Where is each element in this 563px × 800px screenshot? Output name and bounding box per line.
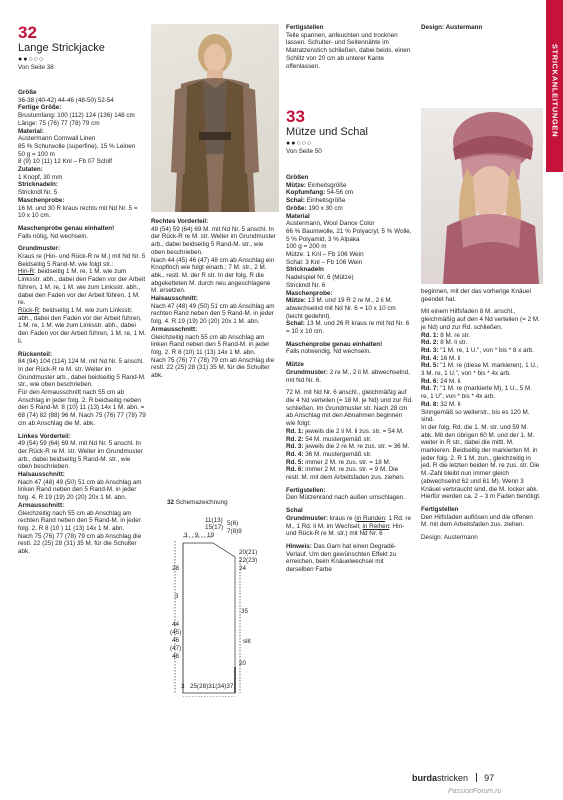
text-line: 16 M. und 30 R kraus rechts mit Nd Nr. 5 = 10 x 10 cm. <box>18 204 138 220</box>
text-line: Den Mützenrand nach außen umschlagen. <box>286 494 406 502</box>
inline-label: Rd. 6: <box>286 466 304 474</box>
inline-text: 54-56 cm <box>325 189 354 197</box>
text-line: Nach 75 (76) 77 (78) 79 cm ab Anschlag die restl. 22 (25) 28 (31) 35 M. für die Schulter abk. <box>151 356 275 380</box>
schematic-label: 15(17) <box>205 524 224 531</box>
text-line: Gleichzeitig nach 55 cm ab Anschlag am linken Rand neben den 5 Rand-M. in jeder folg. 2. R 8 (10) 11 (13) 14x 1 M. abn. <box>151 333 270 356</box>
inline-label: Rd. 3: <box>421 346 439 354</box>
text-line: Nach 75 (76) 77 (78) 79 cm ab Anschlag die restl. 22 (25) 28 (31) 35 M. für die Schulter abk. <box>18 532 142 556</box>
schematic-label: 20(21) <box>239 549 258 556</box>
inline-text: 36 M. mustergemäß str. <box>303 450 372 458</box>
page-reference: Von Seite 38 <box>18 64 54 71</box>
section-heading: Armausschnitt: <box>151 325 198 333</box>
footer-divider <box>476 773 477 782</box>
text-line: 72 M. mit Nd Nr. 6 anschl., gleichmäßig auf die 4 Nd verteilen (= 18 M. je Nd) und zur Rd. schließen. Im Grundmuster str. Nach 28 cm ab Anschlag mit den Abnahmen beginnen wie folgt: <box>286 389 413 428</box>
section-heading: Fertige Größe: <box>18 104 62 112</box>
text-line <box>286 205 413 213</box>
cardigan-model-illustration <box>151 24 279 212</box>
schematic-label: 9 <box>195 532 199 539</box>
inline-label: Rd. 7: <box>421 385 439 393</box>
section-heading: Fertigstellen: <box>286 486 326 494</box>
inline-label: Rd. 1: <box>286 427 304 435</box>
inline-text: Einheitsgröße <box>305 181 347 189</box>
schematic-label: 5(6) <box>227 520 239 527</box>
text-line: Sinngemäß so weiterstr., bis es 120 M. sind. <box>421 408 530 424</box>
text-line: Austermann, Wool Dance Color <box>286 220 375 228</box>
schematic-label: 3 <box>184 532 188 539</box>
text-line <box>286 436 413 444</box>
schematic-label: 48 <box>172 653 180 660</box>
section-heading: Maschenprobe: <box>18 196 65 204</box>
section-heading: Fertigstellen <box>421 505 459 513</box>
inline-text: kraus re ( <box>327 514 357 522</box>
inline-text: 13 M. und 26 R kraus re mit Nd Nr. 6 = 10 x 10 cm. <box>286 320 410 336</box>
inline-label: Grundmuster: <box>286 368 328 376</box>
inline-label: Rd. 5: <box>286 458 304 466</box>
text-line: Teile spannen, anfeuchten und trocknen lassen. Schulter- und Seitennähte im Matratzenstich schließen, dabei beids. einen Schlitz von 20 cm ab unterer Kante offenlassen. <box>286 31 411 70</box>
inline-label: Rd. 2: <box>421 339 439 347</box>
text-line <box>421 355 541 363</box>
project-32-col2 <box>151 218 279 380</box>
text-line <box>286 459 413 467</box>
magazine-brand-rest: stricken <box>437 773 469 783</box>
schematic-label: 46 <box>172 637 180 644</box>
text-line: Gleichzeitig nach 55 cm ab Anschlag am rechten Rand neben den 5 Rand-M. in jeder folg. 2. R 8 (10 ) 11 (13) 14x 1 M. abn. <box>18 509 141 532</box>
section-heading: Mütze <box>286 361 304 369</box>
text-line: Nach 47 (48) 49 (50) 51 cm ab Anschlag am linken Rand neben den 5 Rand-M. in jeder folg. 4. R 19 (19) 20 (20) 20x 1 M. abn. <box>18 478 142 502</box>
section-heading: Armausschnitt: <box>18 501 65 509</box>
inline-label: Rd. 8: <box>421 400 439 408</box>
section-heading: Maschenprobe: <box>286 289 333 297</box>
text-line: Nach 47 (48) 49 (50) 51 cm ab Anschlag am rechten Rand neben den 5 Rand-M. in jeder folg. 4. R 19 (19) 20 (20) 20x 1 M. abn. <box>151 302 275 326</box>
project-32-finishing <box>286 24 413 70</box>
project-title: Mütze und Schal <box>286 126 368 138</box>
project-33-header <box>286 108 413 156</box>
schematic-label: 25(28)31(34)37 <box>190 683 234 690</box>
section-heading: Zutaten: <box>18 166 43 174</box>
schematic-label: 44 <box>172 621 180 628</box>
inline-text: Das Garn hat einen Degradé-Verlauf. Um den gewünschten Effekt zu erreichen, beim Knäuelwechsel mit derselben Farbe <box>286 542 397 574</box>
text-line <box>286 428 413 436</box>
inline-text: in Reihen <box>362 522 390 530</box>
section-tab-label: STRICKANLEITUNGEN <box>550 43 560 138</box>
text-line: 50 g = 100 m <box>18 150 55 158</box>
schematic-label: 28 <box>172 565 180 572</box>
schematic-label: (45) <box>170 629 182 636</box>
section-heading: Halsausschnitt: <box>151 295 198 303</box>
inline-text: 32 M. li <box>438 400 461 408</box>
inline-label: Rd. 3: <box>286 443 304 451</box>
text-line: Nadelspiel Nr. 6 (Mütze) <box>286 274 354 282</box>
footer <box>412 773 542 784</box>
project-number: 33 <box>286 107 305 126</box>
text-line <box>421 385 541 400</box>
text-line: Brustumfang: 100 (112) 124 (136) 148 cm <box>18 112 135 120</box>
inline-label: Schal: <box>286 320 305 328</box>
section-heading: Fertigstellen <box>286 24 324 31</box>
magazine-brand-bold: burda <box>412 773 438 783</box>
schematic-label: slit <box>243 638 251 645</box>
text-line <box>421 339 541 347</box>
inline-label: Schal: <box>286 197 305 205</box>
text-line <box>286 197 413 205</box>
text-line: Beidseitig 5 Rand-M. wie folgt str.: <box>18 260 114 268</box>
text-line: Falls nötig, Nd wechseln. <box>18 232 88 240</box>
section-heading: Linkes Vorderteil: <box>18 432 71 440</box>
text-line: In der folg. Rd. die 1. M. str. und 59 M. abk. Mit den übrigen 60 M. und der 1. M. weiter in R str., dabei die mittl. M. markieren. Beidseitig der markierten M. in jeder folg. 2. R 1 M. zun., gleichzeitig in jed. R die letzten beiden M. re zus. str. Die M.-Zahl bleibt nun immer gleich (abwechselnd 62 und 61 M). Wenn 3 Knäuel verbraucht sind, die M. locker abk. Hierfür werden ca. 2 – 3 m Faden benötigt. <box>421 423 541 501</box>
section-heading: Stricknadeln <box>286 266 324 274</box>
inline-text: jeweils die 2 re M. re zus. str. = 36 M. <box>303 443 410 451</box>
inline-text: 190 x 30 cm <box>306 204 343 212</box>
text-line: Falls notwendig, Nd wechseln. <box>286 348 372 356</box>
inline-label: Kopfumfang: <box>286 189 326 197</box>
inline-label: Rd. 6: <box>421 377 439 385</box>
inline-label: Hin-R <box>18 268 35 276</box>
cardigan-photo <box>151 24 279 212</box>
project-32-col1 <box>18 89 146 556</box>
text-line <box>421 332 541 340</box>
inline-label: Rd. 1: <box>421 331 439 339</box>
section-heading: Stricknadeln: <box>18 181 58 189</box>
text-line <box>286 543 413 574</box>
text-line <box>286 443 413 451</box>
section-heading: Halsausschnitt: <box>18 471 65 479</box>
text-line: 100 g = 200 m <box>286 243 327 251</box>
hat-scarf-model-illustration <box>421 108 543 284</box>
text-line: Kraus re (Hin- und Rück-R re M.) mit Nd Nr. 5 <box>18 253 146 261</box>
schematic-label: 19 <box>207 532 215 539</box>
text-line: Nach 44 (45) 46 (47) 48 cm ab Anschlag ein Knopfloch wie folgt einarb.: 7 M. str., 2 M. abk., restl. M. der R str. In der folg. R die abgeketteten M. durch neu angeschlagene M. ersetzen. <box>151 256 275 295</box>
inline-label: Rd. 4: <box>286 450 304 458</box>
text-line: Länge: 75 (76) 77 (78) 79 cm <box>18 119 100 127</box>
inline-label: Rd. 2: <box>286 435 304 443</box>
text-line: beginnen, mit der das vorherige Knäuel geendet hat. <box>421 288 531 303</box>
text-line: 36-38 (40-42) 44-46 (48-50) 52-54 <box>18 96 114 104</box>
inline-text: jeweils die 2 li M. li zus. str. = 54 M. <box>303 427 404 435</box>
inline-label: Grundmuster: <box>286 514 328 522</box>
inline-text: 24 M. li <box>438 377 461 385</box>
schematic-label: 22(23) <box>239 557 258 564</box>
inline-text: : Hin- und Rück-R re M. str.) mit Nd Nr. 6 <box>286 522 405 538</box>
schematic-label: Schemazeichnung <box>175 499 228 506</box>
project-33-col3 <box>286 174 413 574</box>
schematic-label: 3 <box>175 593 179 600</box>
inline-text: 16 M. li <box>438 354 461 362</box>
inline-text: 13 M. und 19 R 2 re M., 2 li M. abwechselnd mit Nd Nr. 6 = 10 x 10 cm (leicht gedehnt). <box>286 297 396 320</box>
inline-label: Hinweis: <box>286 542 312 550</box>
section-heading: Maschenprobe genau einhalten! <box>18 224 115 232</box>
page-number: 97 <box>484 773 495 783</box>
inline-label: Mütze: <box>286 297 306 305</box>
text-line: Austermann Cornwall Linen <box>18 135 96 143</box>
section-heading: Rückenteil: <box>18 350 52 358</box>
inline-text: : beidseitig 1 M. re, 1 M. wie zum Linksstr. abh., dabei den Faden vor der Arbeit führen, 1 M. re, 1 M. wie zum Linksstr. abh., dabei den Faden vor der Arbeit führen, 1 M. re. <box>18 268 146 307</box>
text-line <box>286 320 413 335</box>
section-heading: Grundmuster: <box>18 245 60 253</box>
section-heading: Material: <box>18 127 44 135</box>
schematic-number: 32 <box>167 499 175 506</box>
section-heading: Rechtes Vorderteil: <box>151 218 209 225</box>
page-reference: Von Seite 50 <box>286 148 322 155</box>
hat-scarf-photo <box>421 108 543 284</box>
text-line: Schal: 3 Knl – Fb 106 Wein <box>286 258 363 266</box>
text-line: 66 % Baumwolle, 21 % Polyacryl, 5 % Wolle, 5 % Polyamid, 3 % Alpaka <box>286 227 412 243</box>
text-line <box>18 268 146 307</box>
inline-label: Mütze: <box>286 181 306 189</box>
schematic-label: 3 <box>181 683 185 690</box>
inline-text: 2 re M., 2 li M. abwechselnd, mit Nd Nr. 6. <box>286 368 410 384</box>
text-line: 85 % Schurwolle (superfine), 15 % Leinen <box>18 142 136 150</box>
section-heading: Größen <box>286 174 309 181</box>
text-line <box>286 297 413 320</box>
section-tab <box>546 0 563 172</box>
inline-label: Rd. 4: <box>421 354 439 362</box>
text-line <box>18 307 146 346</box>
schematic-label: 35 <box>241 608 249 615</box>
schematic-label: 20 <box>239 660 247 667</box>
project-33-col4 <box>421 288 541 542</box>
inline-text: "1 M. re (markierte M), 1 U., 5 M. re, 1 U", von * bis * 4x arb. <box>421 385 533 401</box>
project-title: Lange Strickjacke <box>18 42 105 54</box>
project-32-header <box>18 24 146 72</box>
schematic-label: (47) <box>170 645 182 652</box>
text-line <box>286 189 413 197</box>
schematic-drawing <box>151 497 279 697</box>
inline-text: 54 M. mustergemäß str. <box>303 435 372 443</box>
section-heading: Material <box>286 212 310 220</box>
section-heading: Schal <box>286 507 303 515</box>
text-line: Für den Armausschnitt nach 55 cm ab Anschlag in jeder folg. 2. R beidseitig neben den 5 Rand-M. 8 (10) 11 (13) 14x 1 M. abn. = 68 (74) 82 (88) 96 M. Nach 75 (76) 77 (78) 79 cm ab Anschlag die M. abk. <box>18 389 146 427</box>
text-line: 1 Knopf, 30 mm <box>18 173 63 181</box>
inline-text: immer 2 M. re zus. str. = 9 M. Die restl. M. mit dem Arbeitsfaden zus. ziehen. <box>286 466 405 482</box>
text-line: Mütze: 1 Knl – Fb 106 Wein <box>286 251 364 259</box>
inline-text: 8 M. re str. <box>438 331 470 339</box>
text-line: Strickndl Nr. 6 <box>286 281 326 289</box>
inline-text: "1 M. re (diese M. markieren), 1 U., 3 M. re, 1 U.", von * bis * 4x arb. <box>421 362 539 378</box>
text-line <box>421 401 541 409</box>
inline-text: : 1 Rd. re M., 1 Rd. li M. im Wechsel; <box>286 514 411 530</box>
schematic-label: 24 <box>239 565 247 572</box>
inline-label: Rd. 5: <box>421 362 439 370</box>
text-line: 8 (9) 10 (11) 12 Knl – Fb 07 Schilf <box>18 158 113 166</box>
project-number: 32 <box>18 23 37 42</box>
text-line <box>421 378 541 386</box>
inline-text: immer 2 M. re zus. str. = 18 M. <box>303 458 391 466</box>
text-line: Mit einem Hilfsfaden 8 M. anschl., gleichmäßig auf den 4 Nd verteilen (= 2 M. je Nd) und zur Rd. schließen. <box>421 308 540 331</box>
text-line <box>286 369 413 384</box>
design-credit-top <box>421 24 541 32</box>
text-line: Den Hilfsfaden auflösen und die offenen M. mit dem Arbeitsfaden zus. ziehen. <box>421 513 533 529</box>
text-line <box>286 182 413 190</box>
text-line: 49 (54) 59 (64) 69 M. mit Nd Nr. 5 anschl. In der Rück-R re M. str. Weiter im Grundmuster arb., dabei beidseitig 5 Rand-M. str., wie oben beschrieben. <box>18 440 143 471</box>
schematic-label: 7(8)9 <box>227 528 242 535</box>
inline-label: Größe: <box>286 204 307 212</box>
text-line: 49 (54) 59 (64) 69 M. mit Nd Nr. 5 anschl. In der Rück-R re M. str. Weiter im Grundmuster arb., dabei beidseitig 5 Rand-M. str., wie oben beschrieben. <box>151 225 276 256</box>
schematic-label: 11(13) <box>205 517 223 524</box>
design-credit: Design: Austermann <box>421 534 478 542</box>
text-line <box>421 362 541 377</box>
watermark: PassionForum.ru <box>448 788 502 795</box>
text-line: Strickndl Nr. 5 <box>18 189 58 197</box>
text-line <box>286 451 413 459</box>
difficulty-dots: ●●○○○ <box>18 56 45 63</box>
inline-text: : beidseitig 1 M. wie zum Linksstr. abh., dabei den Faden vor der Arbeit führen, 1 M. re, 1 M. wie zum Linksstr. abh., dabei den Faden vor der Arbeit führen, 1 M. re, 1 M. li. <box>18 306 146 345</box>
design-credit: Design: Austermann <box>421 24 483 31</box>
inline-text: Einheitsgröße <box>304 197 346 205</box>
inline-text: 8 M. li str. <box>438 339 468 347</box>
difficulty-dots: ●●○○○ <box>286 140 313 147</box>
inline-text: in Runden <box>356 514 386 522</box>
text-line <box>286 515 413 538</box>
text-line <box>421 347 541 355</box>
text-line <box>286 466 413 481</box>
inline-text: "1 M. re, 1 U.", von * bis * 8 x arb. <box>438 346 534 354</box>
section-heading: Maschenprobe genau einhalten! <box>286 340 383 348</box>
text-line: 84 (94) 104 (114) 124 M. mit Nd Nr. 5 anschl. In der Rück-R re M. str. Weiter im Grundmuster arb., dabei beidseitig 5 Rand-M. str., wie oben beschrieben. <box>18 358 146 389</box>
inline-label: Rück-R <box>18 306 39 314</box>
section-heading: Größe <box>18 89 37 96</box>
